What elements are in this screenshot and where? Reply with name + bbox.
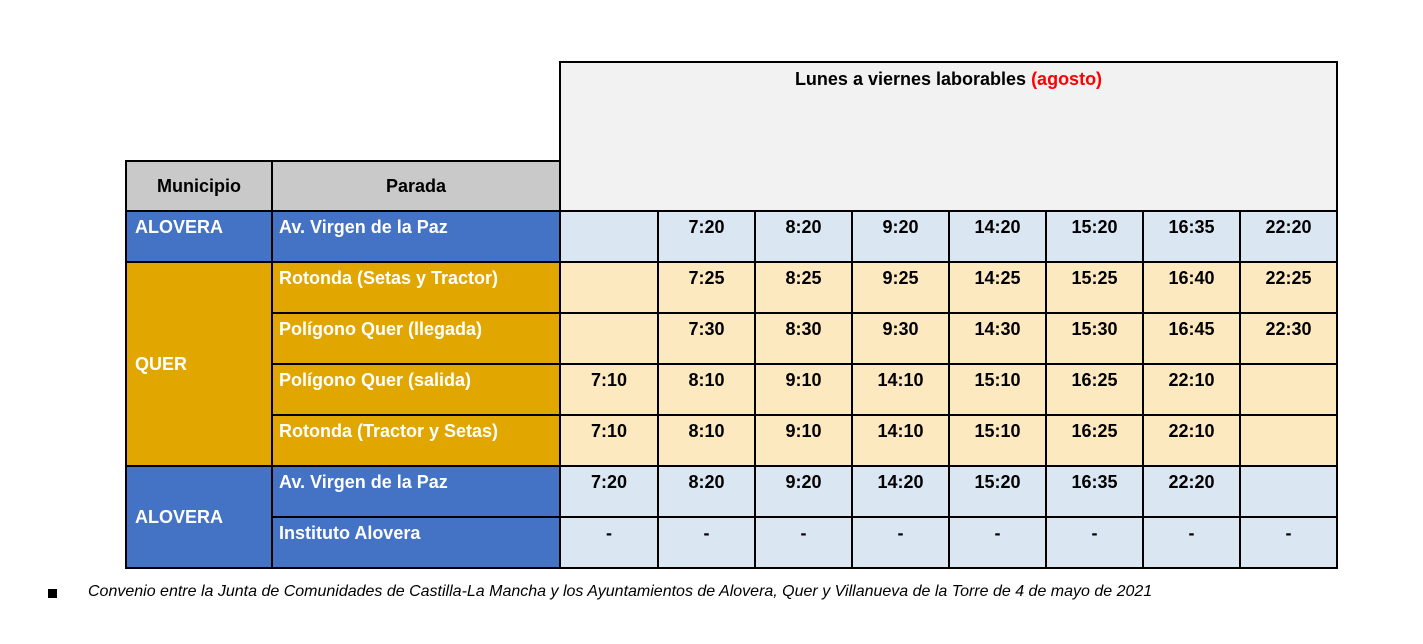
time-cell: 15:25 (1046, 262, 1143, 313)
time-cell: 22:25 (1240, 262, 1337, 313)
time-cell: 16:25 (1046, 415, 1143, 466)
time-cell (1240, 415, 1337, 466)
schedule-label: Lunes a viernes laborables (794, 69, 1027, 89)
time-cell: 14:20 (852, 466, 949, 517)
time-cell: 7:20 (658, 211, 755, 262)
schedule-header (560, 62, 1337, 211)
time-cell: 9:20 (852, 211, 949, 262)
time-cell: 9:30 (852, 313, 949, 364)
column-header-parada: Parada (272, 161, 560, 211)
time-cell: 22:10 (1143, 364, 1240, 415)
time-cell: 16:35 (1046, 466, 1143, 517)
table-row (126, 262, 1337, 313)
table-row (126, 466, 1337, 517)
table-row (126, 364, 1337, 415)
time-cell: 15:10 (949, 364, 1046, 415)
time-cell: 15:20 (949, 466, 1046, 517)
time-cell: 8:10 (658, 364, 755, 415)
time-cell: 15:30 (1046, 313, 1143, 364)
time-cell: 16:25 (1046, 364, 1143, 415)
time-cell: - (1046, 517, 1143, 568)
bullet-square-icon (48, 589, 57, 598)
time-cell: 7:10 (560, 364, 658, 415)
time-cell: - (1240, 517, 1337, 568)
time-cell: 15:10 (949, 415, 1046, 466)
municipio-quer: QUER (126, 262, 272, 466)
time-cell: - (852, 517, 949, 568)
time-cell: 16:45 (1143, 313, 1240, 364)
footnote: Convenio entre la Junta de Comunidades de Castilla-La Mancha y los Ayuntamientos de Alovera, Quer y Villanueva de la Torre de 4 de mayo de 2021 (88, 583, 1153, 600)
time-cell: 8:20 (755, 211, 852, 262)
time-cell: 15:20 (1046, 211, 1143, 262)
time-cell: 22:10 (1143, 415, 1240, 466)
time-cell: 9:10 (755, 415, 852, 466)
municipio-alovera: ALOVERA (126, 466, 272, 568)
column-header-municipio: Municipio (126, 161, 272, 211)
schedule-highlight: (agosto) (1031, 69, 1103, 89)
time-cell: 14:10 (852, 364, 949, 415)
time-cell: 14:25 (949, 262, 1046, 313)
time-cell: 9:20 (755, 466, 852, 517)
time-cell: 9:10 (755, 364, 852, 415)
stop-name: Rotonda (Tractor y Setas) (272, 415, 560, 466)
table-row (126, 517, 1337, 568)
stop-name: Av. Virgen de la Paz (272, 211, 560, 262)
time-cell: 14:20 (949, 211, 1046, 262)
time-cell: 14:10 (852, 415, 949, 466)
time-cell: - (658, 517, 755, 568)
table-row (126, 415, 1337, 466)
time-cell: - (1143, 517, 1240, 568)
time-cell: 16:40 (1143, 262, 1240, 313)
table-row (126, 313, 1337, 364)
time-cell (560, 313, 658, 364)
time-cell: 8:25 (755, 262, 852, 313)
table-row (126, 211, 1337, 262)
time-cell: 8:30 (755, 313, 852, 364)
time-cell: 7:10 (560, 415, 658, 466)
stop-name: Polígono Quer (llegada) (272, 313, 560, 364)
time-cell: 22:30 (1240, 313, 1337, 364)
time-cell (560, 262, 658, 313)
time-cell: 22:20 (1143, 466, 1240, 517)
time-cell: 7:30 (658, 313, 755, 364)
time-cell: 14:30 (949, 313, 1046, 364)
time-cell: 22:20 (1240, 211, 1337, 262)
time-cell (560, 211, 658, 262)
time-cell: 7:25 (658, 262, 755, 313)
time-cell: 7:20 (560, 466, 658, 517)
stop-name: Av. Virgen de la Paz (272, 466, 560, 517)
time-cell: 8:20 (658, 466, 755, 517)
schedule-table (125, 61, 1338, 569)
title-area (126, 62, 560, 161)
time-cell: 16:35 (1143, 211, 1240, 262)
time-cell: 9:25 (852, 262, 949, 313)
stop-name: Instituto Alovera (272, 517, 560, 568)
stop-name: Rotonda (Setas y Tractor) (272, 262, 560, 313)
stop-name: Polígono Quer (salida) (272, 364, 560, 415)
time-cell: - (560, 517, 658, 568)
time-cell (1240, 466, 1337, 517)
time-cell (1240, 364, 1337, 415)
municipio-alovera: ALOVERA (126, 211, 272, 262)
time-cell: - (949, 517, 1046, 568)
time-cell: 8:10 (658, 415, 755, 466)
time-cell: - (755, 517, 852, 568)
